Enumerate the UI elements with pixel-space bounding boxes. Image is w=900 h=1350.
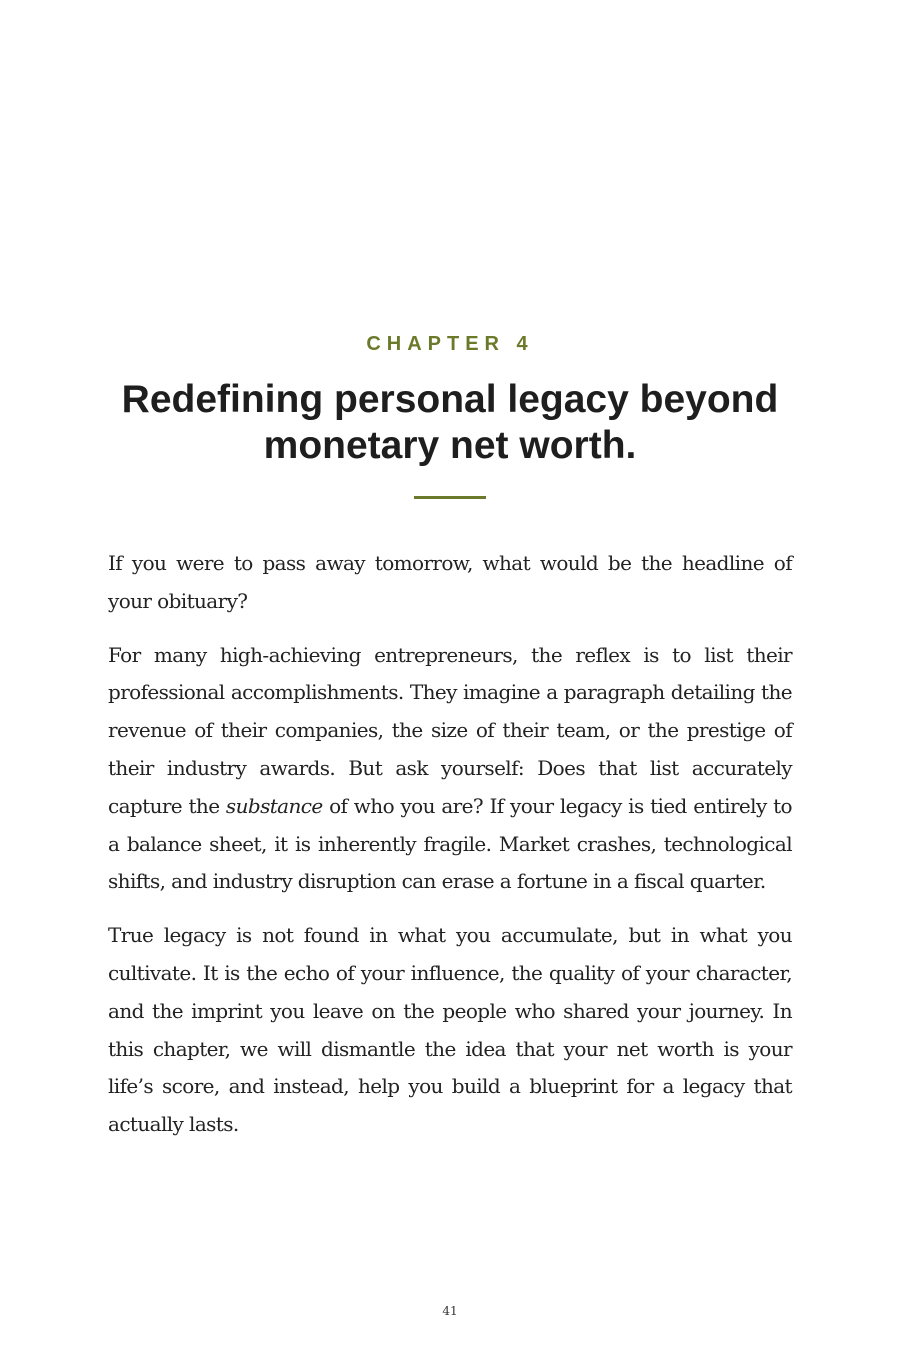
emphasis-substance: substance	[225, 793, 323, 818]
paragraph-2-text-start: For many high-achieving entrepreneurs, the reflex is to list their professional accomplishments. They imagine a paragraph detailing the revenue of their companies, the size of their team, or the prestige of their industry awards. But ask yourself: Does that list accurately capture the	[108, 642, 792, 818]
paragraph-1: If you were to pass away tomorrow, what would be the headline of your obituary?	[108, 551, 792, 613]
paragraph-2	[108, 637, 792, 902]
chapter-label: CHAPTER 4	[366, 333, 534, 355]
chapter-title: Redefining personal legacy beyond monetary net worth.	[121, 378, 779, 467]
title-divider	[414, 496, 486, 499]
chapter-body	[108, 545, 792, 1160]
paragraph-3: True legacy is not found in what you accumulate, but in what you cultivate. It is the echo of your influence, the quality of your character, and the imprint you leave on the people who shared your journey. In this chapter, we will dismantle the idea that your net worth is your life’s score, and instead, help you build a blueprint for a legacy that actually lasts.	[108, 923, 792, 1137]
paragraph-2-text-end: of who you are? If your legacy is tied entirely to a balance sheet, it is inherently fragile. Market crashes, technological shifts, and industry disruption can erase a fortune in a fiscal quarter.	[108, 793, 792, 894]
page-number: 41	[442, 1304, 458, 1318]
